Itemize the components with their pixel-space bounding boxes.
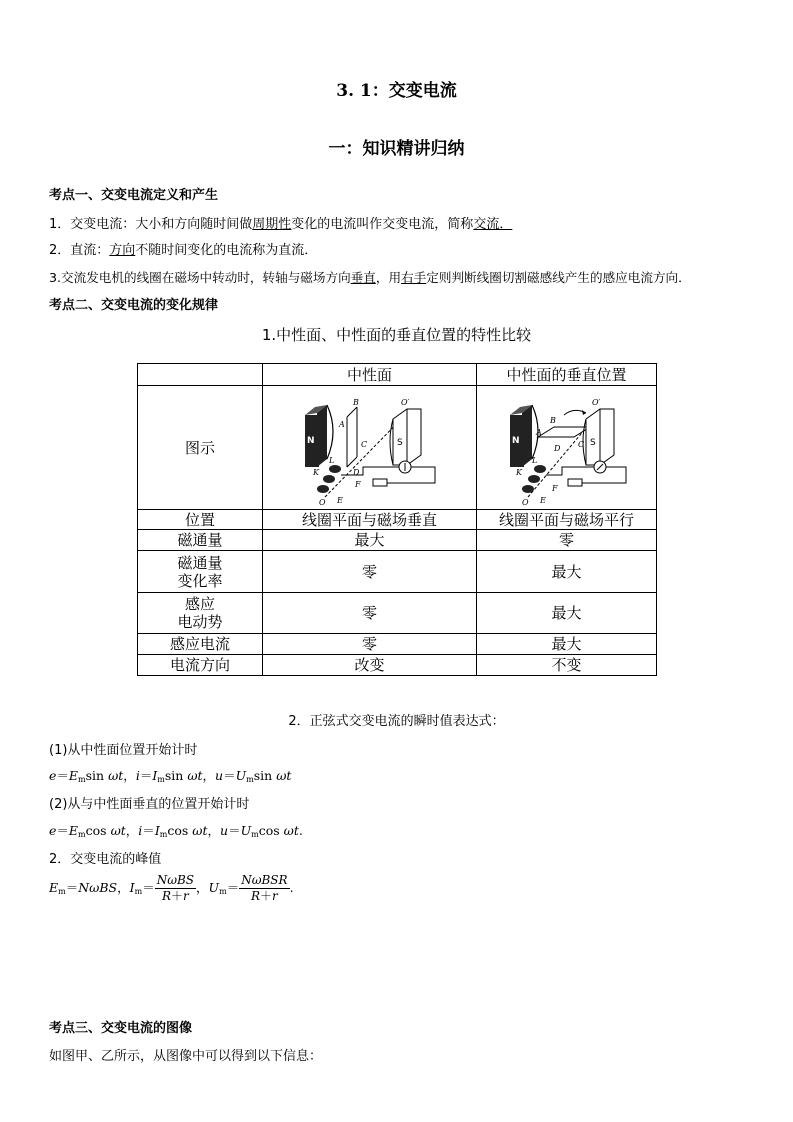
svg-text:A: A xyxy=(338,419,345,429)
svg-text:C: C xyxy=(577,439,584,449)
comparison-table xyxy=(137,363,657,676)
cell-direction-perpendicular: 不变 xyxy=(477,655,657,676)
cell-current-perpendicular: 最大 xyxy=(477,634,657,655)
cell-flux-rate-perpendicular: 最大 xyxy=(477,551,657,593)
cell-position-neutral: 线圈平面与磁场垂直 xyxy=(263,510,477,530)
cell-flux-rate-neutral: 零 xyxy=(263,551,477,593)
instantaneous-expression-title: 2．正弦式交变电流的瞬时值表达式： xyxy=(288,714,505,729)
svg-text:B: B xyxy=(549,415,556,425)
formula-peak-values: $E_m=N\omega BS$，$I_m=$ $\frac{\text{NωBS}}{R+r}$ ，$U_m=$ $\frac{\text{NωBSR}}{R+r}$ . xyxy=(49,873,294,903)
page-title: 3. 1：交变电流 xyxy=(336,81,457,101)
cell-emf-perpendicular: 最大 xyxy=(477,593,657,634)
column-header-neutral: 中性面 xyxy=(263,364,477,386)
row-label-current: 感应电流 xyxy=(138,634,263,655)
svg-text:C: C xyxy=(360,439,367,449)
row-label-emf: 感应 电动势 xyxy=(138,593,263,634)
column-header-perpendicular: 中性面的垂直位置 xyxy=(477,364,657,386)
paragraph-generator: 3.交流发电机的线圈在磁场中转动时，转轴与磁场方向垂直，用右手定则判断线圈切割磁感线产生的感应电流方向． xyxy=(49,270,691,285)
svg-text:L: L xyxy=(328,455,334,465)
section2-heading: 考点二、交变电流的变化规律 xyxy=(49,298,219,313)
section-title: 一：知识精讲归纳 xyxy=(328,139,465,159)
svg-text:A: A xyxy=(535,427,542,437)
svg-text:F: F xyxy=(354,479,361,489)
svg-text:L: L xyxy=(531,455,537,465)
section3-heading: 考点三、交变电流的图像 xyxy=(49,1021,193,1036)
svg-text:O: O xyxy=(318,497,326,507)
generator-neutral-diagram xyxy=(295,391,445,507)
formula-from-perpendicular: $e=E_m\cos$ ωt，$i=I_m\cos$ ωt，$u=U_m\cos$ ωt. xyxy=(49,823,303,839)
row-label-direction: 电流方向 xyxy=(138,655,263,676)
svg-text:N: N xyxy=(511,435,520,446)
section1-heading: 考点一、交变电流定义和产生 xyxy=(49,188,219,203)
svg-text:S: S xyxy=(589,437,596,448)
cell-direction-neutral: 改变 xyxy=(263,655,477,676)
paragraph-graph-info: 如图甲、乙所示，从图像中可以得到以下信息： xyxy=(49,1049,323,1064)
case1-label: (1)从中性面位置开始计时 xyxy=(49,743,198,758)
formula-from-neutral: $e=E_m\sin$ ωt，$i=I_m\sin$ ωt，$u=U_m\sin$ ωt xyxy=(49,768,292,784)
row-label-flux-rate: 磁通量 变化率 xyxy=(138,551,263,593)
svg-text:E: E xyxy=(336,495,343,505)
cell-current-neutral: 零 xyxy=(263,634,477,655)
svg-text:E: E xyxy=(539,495,546,505)
svg-text:K: K xyxy=(515,467,522,477)
cell-flux-perpendicular: 零 xyxy=(477,530,657,551)
svg-text:O′: O′ xyxy=(400,397,409,407)
figure-perpendicular-plane xyxy=(477,386,657,510)
paragraph-dc-definition: 2．直流：方向不随时间变化的电流称为直流． xyxy=(49,243,318,258)
generator-perpendicular-diagram xyxy=(502,391,632,507)
svg-text:S: S xyxy=(396,437,403,448)
table-caption: 1.中性面、中性面的垂直位置的特性比较 xyxy=(261,326,532,344)
svg-text:F: F xyxy=(551,483,558,493)
svg-text:D: D xyxy=(553,443,560,453)
figure-neutral-plane xyxy=(263,386,477,510)
cell-position-perpendicular: 线圈平面与磁场平行 xyxy=(477,510,657,530)
paragraph-ac-definition: 1．交变电流：大小和方向随时间做周期性变化的电流叫作交变电流，简称交流． xyxy=(49,217,513,232)
row-label-position: 位置 xyxy=(138,510,263,530)
svg-text:B: B xyxy=(352,397,359,407)
svg-text:O: O xyxy=(521,497,529,507)
svg-text:N: N xyxy=(306,435,315,446)
svg-text:O′: O′ xyxy=(591,397,600,407)
svg-text:K: K xyxy=(312,467,319,477)
table-corner-cell xyxy=(138,364,263,386)
row-label-figure: 图示 xyxy=(138,386,263,510)
cell-emf-neutral: 零 xyxy=(263,593,477,634)
case2-label: (2)从与中性面垂直的位置开始计时 xyxy=(49,797,250,812)
row-label-flux: 磁通量 xyxy=(138,530,263,551)
peak-value-title: 2．交变电流的峰值 xyxy=(49,852,162,867)
cell-flux-neutral: 最大 xyxy=(263,530,477,551)
svg-text:D: D xyxy=(352,467,359,477)
